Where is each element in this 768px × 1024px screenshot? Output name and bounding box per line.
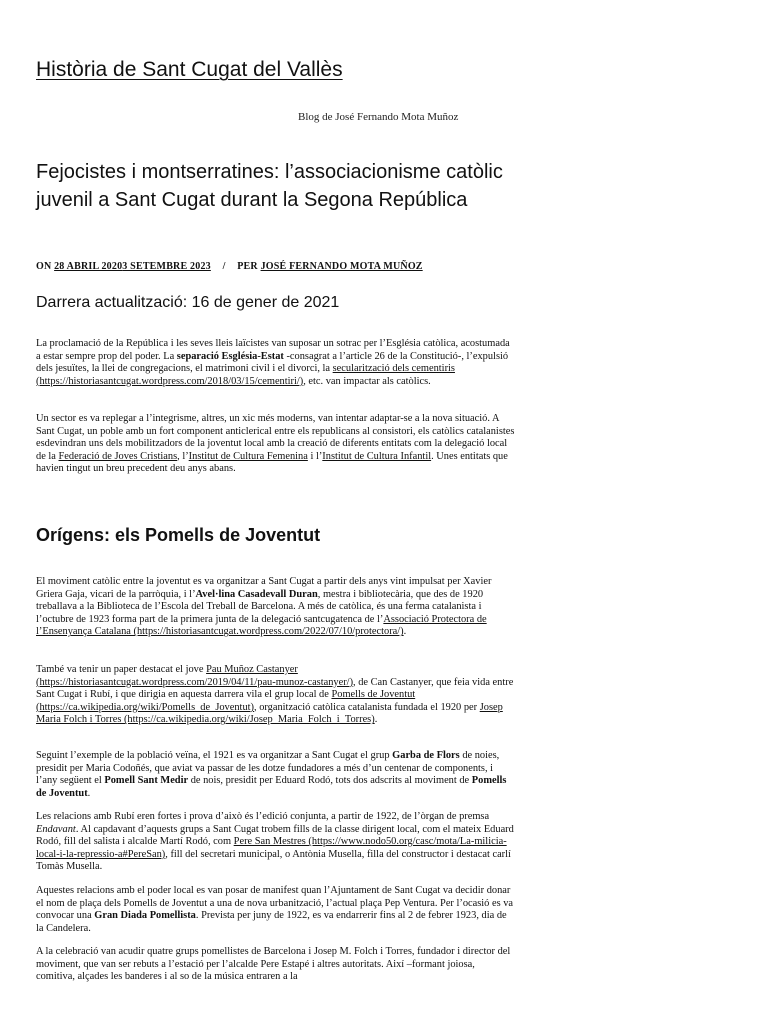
section-text-1 [36, 576, 516, 639]
associacio-protectora-link[interactable]: Associació Protectora de l’Ensenyança Catalana (https://historiasantcugat.wordpress.com/2022/07/10/protectora/) [36, 613, 487, 638]
intro-text-2 [36, 413, 516, 476]
pere-san-mestres-link[interactable]: Pere San Mestres (https://www.nodo50.org/casc/mota/La-milicia-local-i-la-repressio-a#PereSan) [36, 836, 507, 860]
section-paragraph-2: També va tenir un paper destacat el jove Pau Muñoz Castanyer (https://historiasantcugat.wordpress.com/2019/04/11/pau-munoz-castanyer/), de Can Castanyer, que feia vida entre Sant Cugat i Rubí, i que dirigia en aquesta darrera vila el grup local de Pomells de Joventut (https://ca.wikipedia.org/wiki/Pomells_de_Joventut), organització catòlica catalanista fundada el 1920 per Josep Maria Folch i Torres (https://ca.wikipedia.org/wiki/Josep_Maria_Folch_i_Torres). [36, 664, 514, 726]
post-date-link[interactable] [54, 261, 211, 272]
intro-text [36, 338, 516, 388]
cementiri-link[interactable]: secularització dels cementiris (https://historiasantcugat.wordpress.com/2018/03/15/cementiri/) [36, 363, 455, 387]
section-paragraph-3: Seguint l’exemple de la població veïna, el 1921 es va organitzar a Sant Cugat el grup Garba de Flors de noies, presidit per Maria Codoñés, que aviat va passar de les dotze fundadores a més d’un centenar de components, i l’any següent el Pomell Sant Medir de nois, presidit per Eduard Rodó, tots dos adscrits al moviment de Pomells de Joventut. [36, 750, 507, 799]
federacio-joves-cristians-link[interactable]: Federació de Joves Cristians [58, 450, 178, 462]
last-update-note: Darrera actualització: 16 de gener de 2021 [36, 294, 340, 311]
pomells-joventut-link[interactable]: Pomells de Joventut (https://ca.wikipedia.org/wiki/Pomells_de_Joventut) [36, 689, 416, 713]
post-meta [36, 261, 423, 272]
section-paragraph-5: Aquestes relacions amb el poder local es van posar de manifest quan l’Ajuntament de Sant Cugat va decidir donar el nom de plaça dels Pomells de Joventut a una de nova urbanització, l’actual plaça Pep Ventura. Per l’ocasió es va convocar una Gran Diada Pomellista. Prevista per juny de 1922, es va endarrerir fins al 2 de febrer 1923, dia de la Candelera. [36, 885, 514, 934]
site-title-link[interactable]: Història de Sant Cugat del Vallès [36, 58, 343, 81]
section-text-6 [36, 946, 516, 984]
site-description: Blog de José Fernando Mota Muñoz [298, 111, 459, 123]
section-paragraph-1: El moviment catòlic entre la joventut es va organitzar a Sant Cugat a partir dels anys vint impulsat per Xavier Griera Gaja, vicari de la parròquia, i l’Avel·lina Casadevall Duran, mestra i bibliotecària, que des de 1920 treballava a la Biblioteca de l’Escola del Treball de Barcelona. A més de catòlica, és una ferma catalanista i l’octubre de 1923 forma part de la primera junta de la delegació santcugatenca de l’Associació Protectora de l’Ensenyança Catalana (https://historiasantcugat.wordpress.com/2022/07/10/protectora/). [36, 576, 492, 638]
intro-paragraph-1: La proclamació de la República i les seves lleis laïcistes van suposar un sotrac per l’Església catòlica, acostumada a estar sempre prop del poder. La separació Església-Estat -consagrat a l’article 26 de la Constitució-, l’expulsió dels jesuïtes, la llei de congregacions, el matrimoni civil i el divorci, la secularització dels cementiris (https://historiasantcugat.wordpress.com/2018/03/15/cementiri/), etc. van impactar als catòlics. [36, 338, 510, 387]
pau-munoz-link[interactable]: Pau Muñoz Castanyer (https://historiasantcugat.wordpress.com/2019/04/11/pau-munoz-castanyer/) [36, 664, 354, 688]
section-text-3 [36, 750, 516, 800]
intro-paragraph-2: Un sector es va replegar a l’integrisme, altres, un xic més moderns, van intentar adaptar-se a la nova situació. A Sant Cugat, un poble amb un fort component anticlerical entre els republicans al consistori, els catòlics catalanistes esdevindran uns dels mobilitzadors de la joventut local amb la creació de diferents entitats com la delegació local de la Federació de Joves Cristians, l’Institut de Cultura Femenina i l’Institut de Cultura Infantil. Unes entitats que havien tingut un breu precedent deu anys abans. [36, 413, 515, 475]
post-title: Fejocistes i montserratines: l’associacionisme catòlic juvenil a Sant Cugat durant la Segona República [36, 161, 503, 211]
meta-separator: / [222, 261, 226, 272]
institut-cultura-infantil-link[interactable]: Institut de Cultura Infantil [322, 450, 432, 462]
section-text-5 [36, 885, 516, 935]
author-link[interactable]: JOSÉ FERNANDO MOTA MUÑOZ [260, 261, 423, 272]
meta-on-label: ON [36, 261, 52, 272]
section-paragraph-6: A la celebració van acudir quatre grups pomellistes de Barcelona i Josep M. Folch i Torres, fundador i director del moviment, que van ser rebuts a l’estació per l’alcalde Pere Estapé i altres autoritats. Així –formant joiosa, comitiva, alçades les banderes i al so de la música entraren a la [36, 946, 511, 983]
section-paragraph-4: Les relacions amb Rubí eren fortes i prova d’això és l’edició conjunta, a partir de 1922, de l’òrgan de premsa Endavant. Al capdavant d’aquests grups a Sant Cugat trobem fills de la classe dirigent local, com el mateix Eduard Rodó, fill del salista i alcalde Martí Rodó, com Pere San Mestres (https://www.nodo50.org/casc/mota/La-milicia-local-i-la-repressio-a#PereSan), fill del secretari municipal, o Antònia Musella, filla del constructor i destacat carlí Tomàs Musella. [36, 811, 514, 873]
date-updated: 3 SETEMBRE 2023 [122, 261, 211, 272]
date-published: 28 ABRIL 2020 [54, 261, 123, 272]
section-heading: Orígens: els Pomells de Joventut [36, 525, 321, 545]
folch-i-torres-link[interactable]: Josep Maria Folch i Torres (https://ca.wikipedia.org/wiki/Josep_Maria_Folch_i_Torres) [36, 701, 503, 726]
section-text-2 [36, 664, 516, 727]
institut-cultura-femenina-link[interactable]: Institut de Cultura Femenina [188, 450, 308, 462]
meta-by-label: PER [237, 261, 258, 272]
section-text-4 [36, 811, 516, 874]
